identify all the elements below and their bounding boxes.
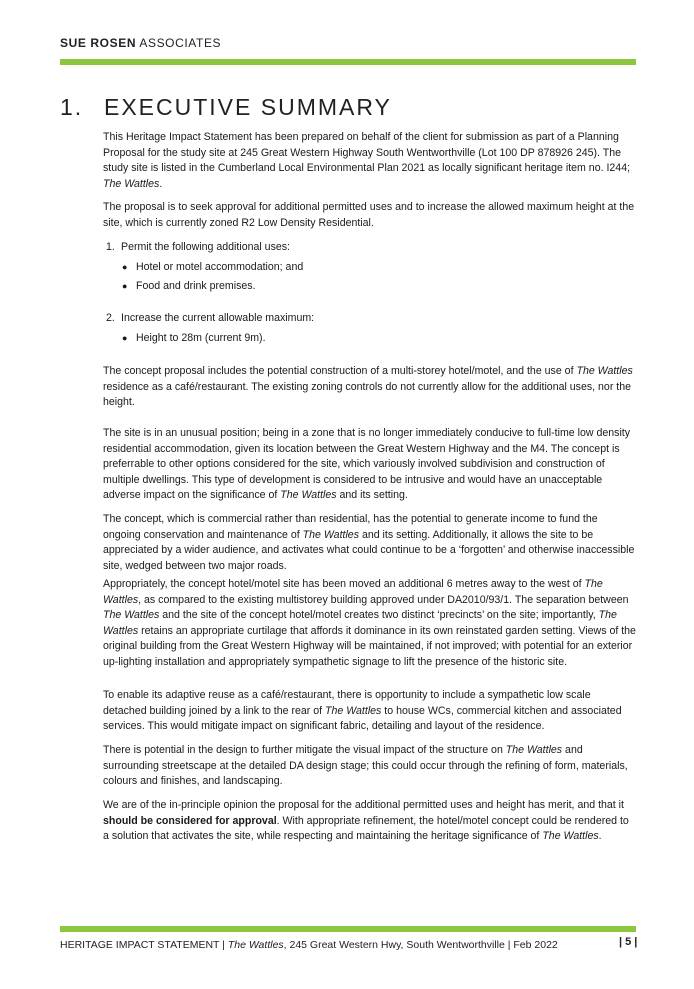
- paragraph-siting: Appropriately, the concept hotel/motel site has been moved an additional 6 metres away to the west of The Wattles, as compared to the existing multistorey building approved under DA2010/93/1. The separation between The Wattles and the site of the concept hotel/motel creates two distinct ‘precincts’ on the site; importantly, The Wattles retains an appropriate curtilage that affords it dominance in its own reinstated garden setting. Views of the original building from the Great Western Highway will be maintained, if not improved; with potential for an exterior up-lighting installation and appropriately sympathetic signage to lift the presence of the historic site.: [103, 578, 636, 668]
- bullet-item: ● Height to 28m (current 9m).: [122, 331, 266, 344]
- footer-accent-bar: [60, 926, 636, 932]
- bullet-item: ● Food and drink premises.: [122, 280, 256, 293]
- section-title-text: EXECUTIVE SUMMARY: [104, 94, 392, 120]
- numbered-list-height: [106, 311, 626, 346]
- header-accent-bar: [60, 59, 636, 65]
- paragraph-adaptive-reuse: To enable its adaptive reuse as a café/restaurant, there is opportunity to include a sympathetic low scale detached building joined by a link to the rear of The Wattles to house WCs, commercial kitchen and associated services. This would mitigate impact on significant fabric, detailing and layout of the residence.: [103, 689, 622, 733]
- section-number: 1.: [60, 94, 84, 120]
- section-title: [60, 94, 392, 121]
- bullet-item: ● Hotel or motel accommodation; and: [122, 260, 304, 273]
- page-number: | 5 |: [619, 936, 638, 948]
- brand-bold: SUE ROSEN: [60, 36, 137, 50]
- paragraph-opinion: We are of the in-principle opinion the proposal for the additional permitted uses and height has merit, and that it should be considered for approval. With appropriate refinement, the hotel/motel concept could be rendered to a solution that activates the site, while respecting and maintaining the heritage significance of The Wattles.: [103, 799, 629, 843]
- paragraph-mitigation: There is potential in the design to further mitigate the visual impact of the structure on The Wattles and surrounding streetscape at the detailed DA design stage; this could occur through the refining of form, materials, colours and finishes, and landscaping.: [103, 744, 628, 788]
- list-item: 2. Increase the current allowable maximum:: [106, 312, 315, 324]
- paragraph-commercial: The concept, which is commercial rather than residential, has the potential to generate income to fund the ongoing conservation and maintenance of The Wattles and its setting. Additionally, it allows the site to be appreciated by a wider audience, and activates what could continue to be a ‘forgotten’ and otherwise inaccessible site, wedged between two major roads.: [103, 513, 635, 572]
- list-item: 1. Permit the following additional uses:: [106, 241, 291, 253]
- company-brand: [60, 36, 221, 50]
- paragraph-site: The site is in an unusual position; being in a zone that is no longer immediately conducive to full-time low density residential accommodation, given its location between the Great Western Highway and the M4. The concept is preferrable to other options considered for the site, which variously involved subdivision and construction of multiple dwellings. This type of development is considered to be intrusive and would have an unacceptable adverse impact on the significance of The Wattles and its setting.: [103, 427, 631, 502]
- page-footer: HERITAGE IMPACT STATEMENT | The Wattles, 245 Great Western Hwy, South Wentworthville | Feb 2022: [60, 939, 558, 951]
- brand-rest: ASSOCIATES: [136, 36, 222, 50]
- paragraph-intro: This Heritage Impact Statement has been prepared on behalf of the client for submission as part of a Planning Proposal for the study site at 245 Great Western Highway South Wentworthville (Lot 100 DP 878926 245). The study site is listed in the Cumberland Local Environmental Plan 2021 as locally significant heritage item no. I244; The Wattles.: [103, 131, 631, 190]
- paragraph-concept: The concept proposal includes the potential construction of a multi-storey hotel/motel, and the use of The Wattles residence as a café/restaurant. The existing zoning controls do not currently allow for the additional uses, nor the height.: [103, 365, 633, 409]
- paragraph-proposal: The proposal is to seek approval for additional permitted uses and to increase the allowed maximum height at the site, which is currently zoned R2 Low Density Residential.: [103, 201, 635, 229]
- numbered-list-uses: [106, 240, 626, 295]
